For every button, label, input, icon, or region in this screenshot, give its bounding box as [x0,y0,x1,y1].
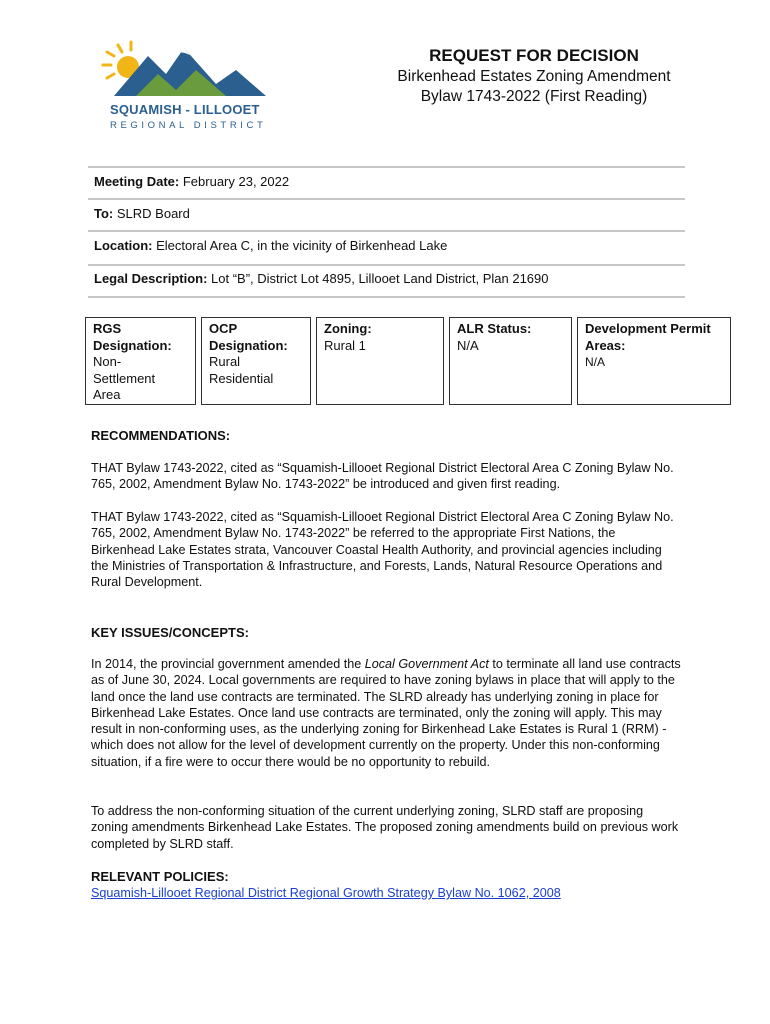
box-value: Non- [93,354,122,369]
recommendation-paragraph-2: THAT Bylaw 1743-2022, cited as “Squamish-Lillooet Regional District Electoral Area C Zoning Bylaw No. 765, 2002, Amendment Bylaw No. 1743-2022” be referred to the appropriate First Nations, the Birkenhead Lake Estates strata, Vancouver Coastal Health Authority, and provincial agencies including the Ministries of Transportation & Infrastructure, and Forests, Lands, Natural Resource Operations and Rural Development. [91,510,674,590]
location-row [94,238,447,253]
text-run: to terminate all land use contracts as of June 30, 2024. Local governments are required to have zoning bylaws in place that will apply to the land once the land use contracts are terminated. The SLRD already has underlying zoning in place for Birkenhead Lake Estates. Once land use contracts are terminated, only the zoning will apply. This may result in non-conforming uses, as the underlying zoning for Birkenhead Lake Estates is Rural 1 (RRM) - which does not allow for the level of development currently on the property. Under this non-conforming situation, if a fire were to occur there would be no opportunity to rebuild. [91,657,681,769]
box-value: N/A [457,337,479,353]
development-permit-box [577,317,731,405]
org-logo [96,34,276,134]
box-value: Area [93,387,121,402]
box-label: RGS [93,321,122,336]
box-value: Rural 1 [324,337,366,353]
divider [88,166,685,168]
box-label: Zoning: [324,321,372,336]
divider [88,264,685,266]
box-value: Settlement [93,370,156,386]
divider [88,230,685,232]
legal-description-value: Lot “B”, District Lot 4895, Lillooet Land District, Plan 21690 [211,271,549,286]
org-name: SQUAMISH - LILLOOET [110,102,260,117]
box-value: N/A [585,355,606,369]
box-label: ALR Status: [457,321,532,336]
meeting-date-row [94,174,289,189]
meeting-date-value: February 23, 2022 [182,174,290,189]
box-label: OCP [209,321,238,336]
box-label: Designation: [209,337,288,353]
box-label: Areas: [585,337,626,353]
page-subtitle-2: Bylaw 1743-2022 (First Reading) [420,88,648,105]
ocp-designation-box [201,317,311,405]
box-label: Development Permit [585,321,711,336]
designation-boxes [85,317,736,405]
key-issues-paragraph-1 [91,656,681,770]
title-block [368,45,700,107]
rgs-designation-box [85,317,196,405]
divider [88,198,685,200]
recommendations-heading: RECOMMENDATIONS: [91,428,231,443]
alr-status-box [449,317,572,405]
to-row [94,206,190,221]
org-subtitle: REGIONAL DISTRICT [110,120,267,131]
divider [88,296,685,298]
text-run: In 2014, the provincial government amended the [91,657,365,671]
text-run-italic: Local Government Act [364,657,489,671]
legal-description-label: Legal Description: [94,271,208,286]
to-label: To: [94,206,114,221]
box-value: Residential [209,370,274,386]
location-label: Location: [94,238,153,253]
rgs-bylaw-link[interactable]: Squamish-Lillooet Regional District Regional Growth Strategy Bylaw No. 1062, 2008 [91,886,561,900]
page-subtitle-1: Birkenhead Estates Zoning Amendment [397,68,671,85]
key-issues-heading: KEY ISSUES/CONCEPTS: [91,625,249,640]
mountain-sun-icon [96,34,276,104]
legal-description-row [94,271,549,286]
page-title: REQUEST FOR DECISION [429,46,639,65]
zoning-box [316,317,444,405]
key-issues-paragraph-2: To address the non-conforming situation of the current underlying zoning, SLRD staff are proposing zoning amendments Birkenhead Lake Estates. The proposed zoning amendments build on previous work completed by SLRD staff. [91,804,679,851]
meeting-date-label: Meeting Date: [94,174,180,189]
relevant-policies-heading: RELEVANT POLICIES: [91,869,229,884]
box-label: Designation: [93,337,172,353]
recommendation-paragraph-1: THAT Bylaw 1743-2022, cited as “Squamish-Lillooet Regional District Electoral Area C Zoning Bylaw No. 765, 2002, Amendment Bylaw No. 1743-2022” be introduced and given first reading. [91,461,674,492]
box-value: Rural [209,354,241,369]
to-value: SLRD Board [116,206,190,221]
location-value: Electoral Area C, in the vicinity of Birkenhead Lake [156,238,448,253]
